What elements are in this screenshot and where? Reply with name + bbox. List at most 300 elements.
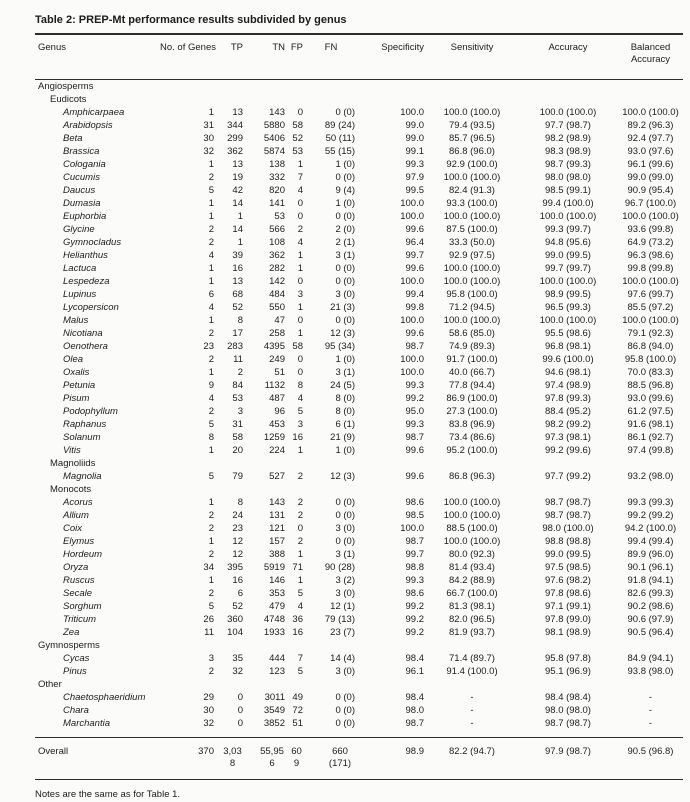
value-cell: 90 (28) (324, 562, 355, 573)
value-cell: 5 (208, 185, 214, 196)
wrapped-value: 55,956 (260, 746, 284, 769)
value-cell: 71 (292, 562, 303, 573)
table-row (35, 275, 683, 288)
wrapped-value: 3,038 (223, 746, 242, 769)
value-cell: 86.8 (94.0) (627, 341, 674, 352)
value-cell: 98.1 (98.9) (545, 627, 591, 638)
value-cell: 83.8 (96.9) (449, 419, 495, 430)
value-cell: 82.6 (99.3) (627, 588, 674, 599)
value-cell: 146 (269, 575, 285, 586)
value-cell: 3 (0) (335, 289, 355, 300)
value-cell: 93.2 (98.0) (627, 471, 674, 482)
value-cell: 3011 (264, 692, 285, 703)
genus-name: Chara (63, 705, 89, 716)
value-cell: 99.7 (99.7) (545, 263, 591, 274)
value-cell: 453 (269, 419, 285, 430)
value-cell: 96.8 (98.1) (545, 341, 591, 352)
value-cell: 11 (233, 354, 243, 365)
table-row (35, 613, 683, 626)
value-cell: 50 (11) (325, 133, 355, 144)
value-cell: 51 (274, 367, 285, 378)
column-header-accuracy: Accuracy (518, 34, 618, 80)
value-cell: 0 (0) (335, 315, 355, 326)
value-cell: 99.7 (405, 549, 424, 560)
value-cell: 4 (208, 250, 214, 261)
value-cell: 12 (3) (330, 471, 355, 482)
value-cell: 19 (232, 172, 243, 183)
value-cell: 100.0 (100.0) (622, 211, 679, 222)
value-cell: 2 (208, 406, 214, 417)
genus-name: Pisum (63, 393, 90, 404)
table-row (35, 444, 683, 457)
value-cell: 1 (297, 445, 303, 456)
value-cell: 3 (0) (335, 588, 355, 599)
section-row (35, 80, 683, 94)
value-cell: 4 (208, 302, 214, 313)
value-cell: 95.8 (100.0) (446, 289, 498, 300)
genus-name: Cologania (63, 159, 106, 170)
value-cell: 98.3 (98.9) (545, 146, 591, 157)
value-cell: 1 (237, 237, 243, 248)
value-cell: 0 (237, 718, 243, 729)
value-cell: 29 (203, 692, 214, 703)
table-row (35, 366, 683, 379)
table-row (35, 288, 683, 301)
value-cell: 98.6 (405, 497, 424, 508)
genus-name: Marchantia (63, 718, 110, 729)
value-cell: 98.7 (98.7) (545, 718, 591, 729)
column-header-fn: FN (305, 34, 357, 80)
value-cell: 299 (227, 133, 243, 144)
value-cell: 94.8 (95.6) (545, 237, 591, 248)
value-cell: 93.6 (99.8) (627, 224, 674, 235)
value-cell: 81.3 (98.1) (449, 601, 495, 612)
value-cell: 95.8 (97.8) (545, 653, 591, 664)
value-cell: 99.6 (405, 328, 424, 339)
value-cell: 8 (297, 380, 303, 391)
genus-name: Cucumis (63, 172, 100, 183)
value-cell: 2 (208, 523, 214, 534)
value-cell: 8 (208, 432, 214, 443)
value-cell: 5 (208, 601, 214, 612)
value-cell: 1 (0) (335, 198, 355, 209)
value-cell: 21 (9) (330, 432, 355, 443)
value-cell: 100.0 (100.0) (539, 107, 597, 118)
genus-name: Nicotiana (63, 328, 103, 339)
value-cell: 68 (232, 289, 243, 300)
table-row (35, 470, 683, 483)
value-cell: 4 (297, 237, 303, 248)
value-cell: 100.0 (400, 523, 424, 534)
value-cell: 16 (292, 627, 303, 638)
value-cell: 58 (292, 341, 303, 352)
value-cell: 99.2 (405, 614, 424, 625)
value-cell: 24 (232, 510, 243, 521)
table-footer (35, 738, 683, 780)
value-cell: 21 (3) (330, 302, 355, 313)
value-cell: - (648, 692, 653, 703)
table-row (35, 548, 683, 561)
value-cell: 1 (208, 107, 214, 118)
table-row (35, 379, 683, 392)
genus-name: Euphorbia (63, 211, 107, 222)
genus-name: Podophyllum (63, 406, 118, 417)
value-cell: 8 (0) (335, 406, 355, 417)
value-cell: 30 (203, 133, 214, 144)
value-cell: 258 (269, 328, 285, 339)
column-header-tn: TN (245, 34, 287, 80)
value-cell: 566 (269, 224, 285, 235)
value-cell: 72 (292, 705, 303, 716)
table-row (35, 197, 683, 210)
value-cell: 35 (232, 653, 243, 664)
table-row (35, 236, 683, 249)
value-cell: 0 (297, 198, 303, 209)
value-cell: 1 (208, 159, 214, 170)
value-cell: 98.4 (405, 692, 424, 703)
value-cell: 73.4 (86.6) (449, 432, 495, 443)
value-cell: 95.8 (100.0) (624, 354, 677, 365)
table-row (35, 652, 683, 665)
value-cell: 2 (208, 354, 214, 365)
value-cell: 100.0 (100.0) (443, 536, 501, 547)
value-cell: 3 (208, 653, 214, 664)
performance-table (35, 33, 683, 780)
value-cell: 90.6 (97.9) (627, 614, 674, 625)
value-cell: 12 (232, 549, 243, 560)
value-cell: 89.2 (96.3) (627, 120, 674, 131)
value-cell: 96.1 (99.6) (627, 159, 674, 170)
value-cell: 99.0 (405, 120, 424, 131)
value-cell: 98.4 (98.4) (545, 692, 591, 703)
value-cell: 2 (297, 471, 303, 482)
value-cell: 84.9 (94.1) (627, 653, 674, 664)
value-cell: 99.4 (99.4) (627, 536, 674, 547)
value-cell: 100.0 (400, 315, 424, 326)
table-row (35, 600, 683, 613)
genus-name: Triticum (63, 614, 97, 625)
genus-name: Cycas (63, 653, 90, 664)
genus-name: Secale (63, 588, 93, 599)
value-cell: 4 (208, 393, 214, 404)
value-cell: 5 (297, 588, 303, 599)
genus-name: Raphanus (63, 419, 107, 430)
value-cell: 16 (232, 263, 243, 274)
value-cell: 5874 (263, 146, 285, 157)
table-row (35, 158, 683, 171)
value-cell: 1 (297, 302, 303, 313)
value-cell: 1 (0) (335, 159, 355, 170)
value-cell: 13 (232, 159, 243, 170)
value-cell: 99.6 (405, 471, 424, 482)
value-cell: 86.1 (92.7) (627, 432, 674, 443)
value-cell: 224 (269, 445, 285, 456)
value-cell: 96.5 (99.3) (545, 302, 591, 313)
value-cell: 2 (297, 497, 303, 508)
value-cell: 0 (0) (335, 497, 355, 508)
value-cell: 98.7 (405, 341, 424, 352)
value-cell: 0 (0) (335, 536, 355, 547)
value-cell: 3 (0) (335, 523, 355, 534)
value-cell: 89.9 (96.0) (627, 549, 674, 560)
overall-label: Overall (35, 738, 160, 780)
spacer-row (35, 730, 683, 738)
value-cell: 80.0 (92.3) (449, 549, 495, 560)
value-cell: 86.9 (100.0) (446, 393, 498, 404)
value-cell: 52 (292, 133, 303, 144)
value-cell: 97.9 (405, 172, 424, 183)
value-cell: 5 (297, 406, 303, 417)
value-cell: 1 (208, 198, 214, 209)
genus-name: Ruscus (63, 575, 95, 586)
table-row (35, 132, 683, 145)
value-cell: 98.5 (99.1) (545, 185, 591, 196)
value-cell: 1 (297, 159, 303, 170)
value-cell: 71.2 (94.5) (449, 302, 495, 313)
value-cell: 344 (227, 120, 243, 131)
value-cell: - (648, 705, 653, 716)
value-cell: 95.2 (100.0) (446, 445, 498, 456)
overall-value-cell: 90.5 (96.8) (618, 738, 683, 780)
table-row (35, 353, 683, 366)
value-cell: 33.3 (50.0) (449, 237, 495, 248)
value-cell: 55 (15) (324, 146, 355, 157)
value-cell: 1933 (263, 627, 285, 638)
genus-name: Gymnocladus (63, 237, 122, 248)
value-cell: 98.0 (405, 705, 424, 716)
genus-name: Chaetosphaeridium (63, 692, 146, 703)
value-cell: 79.4 (93.5) (449, 120, 495, 131)
value-cell: 2 (208, 588, 214, 599)
genus-name: Lespedeza (63, 276, 110, 287)
value-cell: 3 (2) (335, 575, 355, 586)
value-cell: 99.2 (405, 601, 424, 612)
value-cell: 4 (297, 601, 303, 612)
value-cell: 93.8 (98.0) (627, 666, 674, 677)
value-cell: 0 (0) (335, 211, 355, 222)
value-cell: 249 (269, 354, 285, 365)
value-cell: 5 (297, 666, 303, 677)
value-cell: 100.0 (100.0) (539, 315, 597, 326)
value-cell: 8 (0) (335, 393, 355, 404)
value-cell: 100.0 (100.0) (443, 510, 501, 521)
value-cell: 98.8 (405, 562, 424, 573)
value-cell: 53 (274, 211, 285, 222)
value-cell: 1 (297, 250, 303, 261)
value-cell: 97.8 (99.0) (545, 614, 591, 625)
value-cell: 143 (269, 107, 285, 118)
value-cell: 6 (1) (335, 419, 355, 430)
wrapped-value: 609 (291, 746, 302, 769)
value-cell: 1 (297, 263, 303, 274)
value-cell: 98.7 (405, 432, 424, 443)
value-cell: 87.5 (100.0) (446, 224, 498, 235)
table-row (35, 145, 683, 158)
value-cell: 34 (203, 562, 214, 573)
table-row (35, 392, 683, 405)
value-cell: 88.5 (96.8) (627, 380, 674, 391)
value-cell: 99.0 (99.0) (627, 172, 674, 183)
value-cell: 93.0 (97.6) (627, 146, 674, 157)
value-cell: 550 (269, 302, 285, 313)
table-row (35, 223, 683, 236)
value-cell: 31 (203, 120, 214, 131)
value-cell: 99.8 (405, 302, 424, 313)
table-row (35, 301, 683, 314)
table-row (35, 561, 683, 574)
table-row (35, 509, 683, 522)
value-cell: 96.7 (100.0) (624, 198, 677, 209)
value-cell: - (648, 718, 653, 729)
value-cell: 7 (297, 172, 303, 183)
value-cell: 32 (232, 666, 243, 677)
value-cell: 91.4 (100.0) (446, 666, 498, 677)
value-cell: 47 (274, 315, 285, 326)
value-cell: 395 (227, 562, 243, 573)
value-cell: 1 (237, 211, 243, 222)
table-row (35, 626, 683, 639)
table-row (35, 418, 683, 431)
overall-value-cell: 97.9 (98.7) (518, 738, 618, 780)
value-cell: 100.0 (100.0) (443, 497, 501, 508)
table-row (35, 327, 683, 340)
value-cell: 98.5 (405, 510, 424, 521)
table-header (35, 34, 683, 80)
value-cell: 90.1 (96.1) (627, 562, 674, 573)
value-cell: 283 (227, 341, 243, 352)
value-cell: 0 (237, 705, 243, 716)
overall-value-cell (245, 738, 287, 780)
table-row (35, 587, 683, 600)
value-cell: 2 (237, 367, 243, 378)
value-cell: 98.2 (98.9) (545, 133, 591, 144)
value-cell: 98.9 (99.5) (545, 289, 591, 300)
genus-name: Allium (63, 510, 89, 521)
value-cell: 388 (269, 549, 285, 560)
value-cell: 3 (1) (335, 549, 355, 560)
value-cell: 0 (0) (335, 692, 355, 703)
value-cell: 9 (4) (335, 185, 355, 196)
value-cell: 97.7 (98.7) (545, 120, 591, 131)
value-cell: 12 (3) (330, 328, 355, 339)
value-cell: 99.8 (99.8) (627, 263, 674, 274)
value-cell: 99.6 (405, 224, 424, 235)
overall-value-cell: 98.9 (357, 738, 426, 780)
genus-name: Beta (63, 133, 83, 144)
value-cell: 108 (269, 237, 285, 248)
value-cell: 49 (292, 692, 303, 703)
table-row (35, 717, 683, 730)
section-label: Eudicots (50, 94, 87, 105)
value-cell: 0 (297, 276, 303, 287)
value-cell: 0 (0) (335, 510, 355, 521)
table-row (35, 314, 683, 327)
value-cell: 90.5 (96.4) (627, 627, 674, 638)
value-cell: 14 (232, 198, 243, 209)
value-cell: 5880 (263, 120, 285, 131)
value-cell: 100.0 (400, 276, 424, 287)
overall-value-cell (216, 738, 245, 780)
value-cell: 5919 (263, 562, 285, 573)
value-cell: 98.8 (98.8) (545, 536, 591, 547)
value-cell: 99.2 (405, 393, 424, 404)
value-cell: 24 (5) (330, 380, 355, 391)
value-cell: 479 (269, 601, 285, 612)
value-cell: 8 (237, 497, 243, 508)
wrapped-value: 660 (171) (328, 746, 352, 769)
value-cell: 99.3 (405, 419, 424, 430)
header-row (35, 34, 683, 80)
value-cell: 2 (0) (335, 224, 355, 235)
value-cell: 1 (297, 575, 303, 586)
value-cell: 0 (0) (335, 718, 355, 729)
value-cell: 362 (227, 146, 243, 157)
value-cell: 4748 (263, 614, 285, 625)
genus-name: Oenothera (63, 341, 108, 352)
value-cell: 100.0 (400, 211, 424, 222)
value-cell: 99.3 (405, 380, 424, 391)
value-cell: 23 (7) (330, 627, 355, 638)
column-header-genus: Genus (35, 34, 160, 80)
value-cell: 100.0 (100.0) (539, 211, 597, 222)
section-row (35, 678, 683, 691)
value-cell: 99.3 (99.3) (627, 497, 674, 508)
overall-value-cell (287, 738, 305, 780)
value-cell: 0 (297, 107, 303, 118)
value-cell: 353 (269, 588, 285, 599)
value-cell: 5406 (263, 133, 285, 144)
value-cell: 53 (232, 393, 243, 404)
table-row (35, 496, 683, 509)
value-cell: 820 (269, 185, 285, 196)
value-cell: 77.8 (94.4) (449, 380, 495, 391)
value-cell: 3 (1) (335, 367, 355, 378)
value-cell: 1 (0) (335, 354, 355, 365)
value-cell: 0 (0) (335, 172, 355, 183)
value-cell: 95.5 (98.6) (545, 328, 591, 339)
value-cell: 97.4 (99.8) (627, 445, 674, 456)
value-cell: 32 (203, 718, 214, 729)
section-label: Magnoliids (50, 458, 96, 469)
value-cell: 4 (297, 393, 303, 404)
value-cell: 0 (297, 211, 303, 222)
value-cell: 98.7 (98.7) (545, 510, 591, 521)
value-cell: 99.6 (405, 445, 424, 456)
value-cell: 2 (208, 224, 214, 235)
value-cell: 332 (269, 172, 285, 183)
value-cell: 1 (208, 536, 214, 547)
value-cell: 98.7 (405, 536, 424, 547)
value-cell: 92.9 (97.5) (449, 250, 495, 261)
value-cell: 5 (208, 419, 214, 430)
genus-name: Lupinus (63, 289, 97, 300)
genus-name: Vitis (63, 445, 81, 456)
value-cell: 99.4 (405, 289, 424, 300)
value-cell: 91.8 (94.1) (627, 575, 674, 586)
genus-name: Brassica (63, 146, 100, 157)
value-cell: 2 (297, 224, 303, 235)
section-label: Gymnosperms (38, 640, 100, 651)
value-cell: 40.0 (66.7) (449, 367, 495, 378)
value-cell: 100.0 (100.0) (622, 315, 679, 326)
value-cell: 100.0 (100.0) (539, 276, 597, 287)
genus-name: Amphicarpaea (63, 107, 125, 118)
value-cell: 484 (269, 289, 285, 300)
value-cell: 95.0 (405, 406, 424, 417)
value-cell: 94.2 (100.0) (624, 523, 677, 534)
section-row (35, 93, 683, 106)
value-cell: 93.0 (99.6) (627, 393, 674, 404)
